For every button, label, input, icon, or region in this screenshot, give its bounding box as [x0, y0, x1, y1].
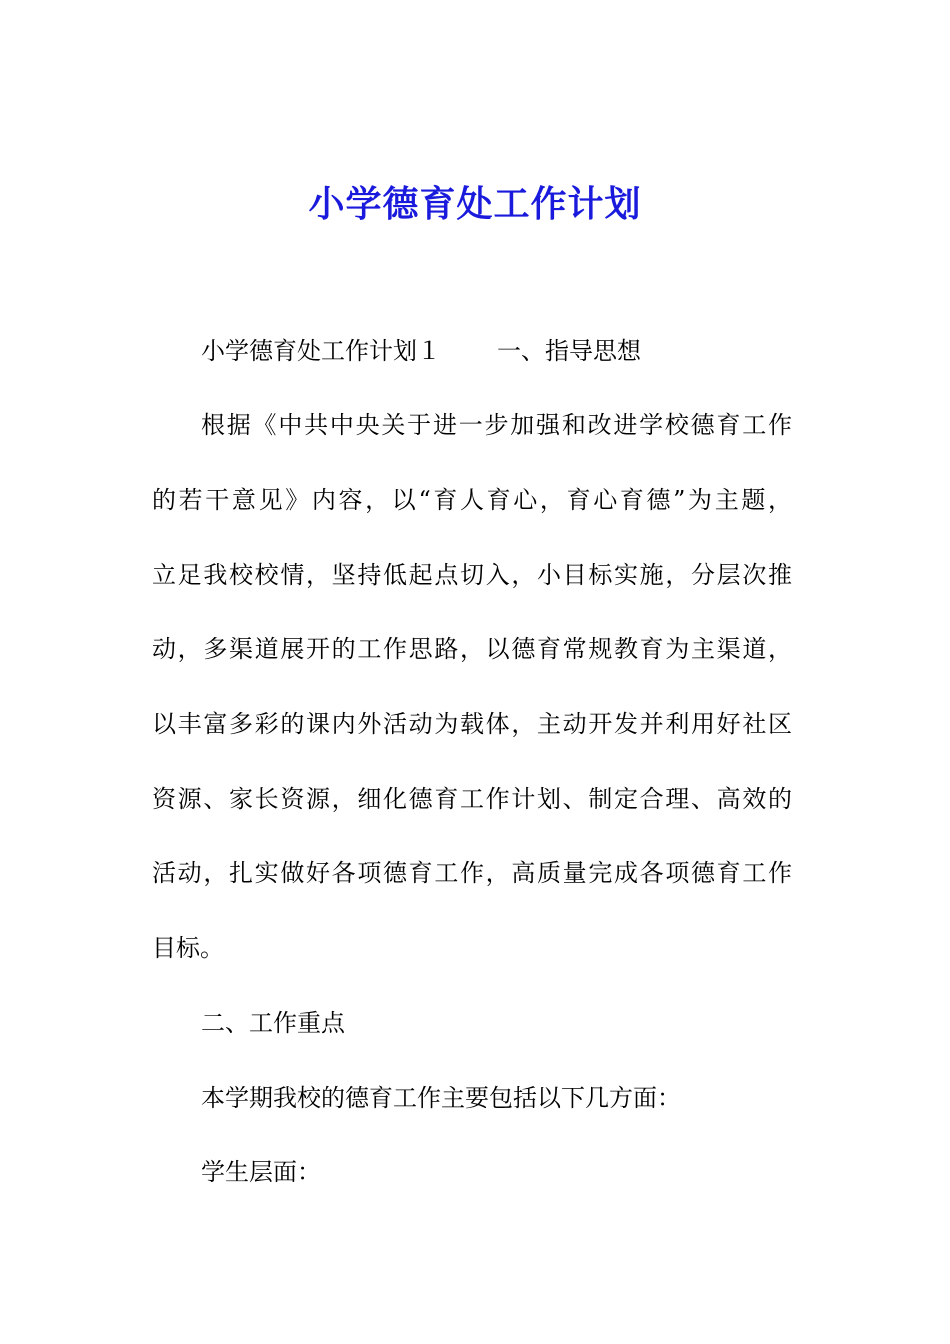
section1-heading: 一、指导思想: [497, 337, 641, 365]
section2-subheading: 学生层面：: [201, 1158, 321, 1186]
paragraph-line: 目标。: [152, 934, 224, 962]
paragraph-line: 的若干意见》内容，以“育人育心，育心育德”为主题，: [152, 486, 792, 514]
paragraph-line: 立足我校校情，坚持低起点切入，小目标实施，分层次推: [152, 561, 792, 589]
plan-heading-line: [201, 336, 641, 366]
document-title: 小学德育处工作计划: [308, 183, 642, 225]
plan-number-label: 小学德育处工作计划１: [201, 337, 441, 365]
section2-intro: 本学期我校的德育工作主要包括以下几方面：: [201, 1084, 681, 1112]
paragraph-line: 活动，扎实做好各项德育工作，高质量完成各项德育工作: [152, 859, 792, 887]
paragraph-line: 资源、家长资源，细化德育工作计划、制定合理、高效的: [152, 785, 792, 813]
paragraph-line: 动，多渠道展开的工作思路，以德育常规教育为主渠道，: [152, 635, 792, 663]
paragraph-line: 以丰富多彩的课内外活动为载体，主动开发并利用好社区: [152, 710, 792, 738]
section2-heading: 二、工作重点: [201, 1009, 345, 1037]
paragraph-line: 根据《中共中央关于进一步加强和改进学校德育工作: [201, 411, 792, 439]
